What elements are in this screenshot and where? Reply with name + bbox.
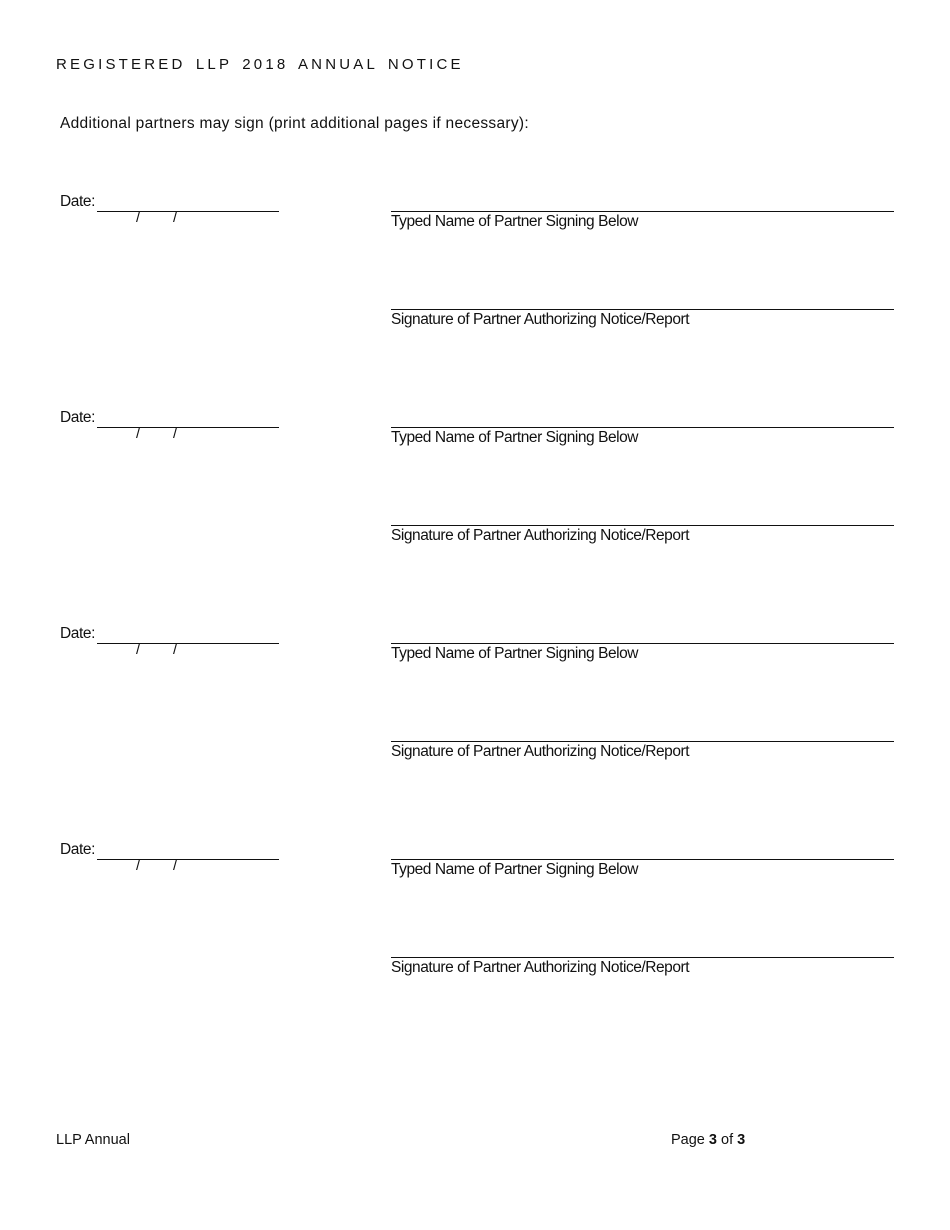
page-number xyxy=(671,1132,745,1148)
date-separator: / xyxy=(136,425,141,442)
page-of: of xyxy=(721,1132,734,1148)
typed-name-field[interactable] xyxy=(391,211,894,212)
date-field[interactable] xyxy=(97,857,279,874)
typed-name-field[interactable] xyxy=(391,859,894,860)
date-separator: / xyxy=(173,857,178,874)
date-field[interactable] xyxy=(97,641,279,658)
date-separator: / xyxy=(173,209,178,226)
date-label: Date: xyxy=(60,193,96,210)
typed-name-caption: Typed Name of Partner Signing Below xyxy=(391,861,639,878)
footer-form-name: LLP Annual xyxy=(56,1132,130,1148)
signature-block xyxy=(0,193,950,393)
date-separator: / xyxy=(136,641,141,658)
page-current: 3 xyxy=(708,1132,717,1148)
signature-block xyxy=(0,625,950,825)
intro-text: Additional partners may sign (print additional pages if necessary): xyxy=(60,115,529,132)
date-field[interactable] xyxy=(97,425,279,442)
date-separator: / xyxy=(136,857,141,874)
date-label: Date: xyxy=(60,841,96,858)
page-header-title: REGISTERED LLP 2018 ANNUAL NOTICE xyxy=(56,56,464,73)
date-label: Date: xyxy=(60,625,96,642)
typed-name-caption: Typed Name of Partner Signing Below xyxy=(391,429,639,446)
page-total: 3 xyxy=(737,1132,746,1148)
typed-name-caption: Typed Name of Partner Signing Below xyxy=(391,645,639,662)
signature-field[interactable] xyxy=(391,309,894,310)
date-separator: / xyxy=(136,209,141,226)
signature-field[interactable] xyxy=(391,741,894,742)
signature-caption: Signature of Partner Authorizing Notice/Report xyxy=(391,311,690,328)
page-prefix: Page xyxy=(671,1132,705,1148)
signature-block xyxy=(0,841,950,1041)
typed-name-field[interactable] xyxy=(391,643,894,644)
signature-caption: Signature of Partner Authorizing Notice/Report xyxy=(391,743,690,760)
date-separator: / xyxy=(173,425,178,442)
signature-field[interactable] xyxy=(391,957,894,958)
signature-field[interactable] xyxy=(391,525,894,526)
typed-name-caption: Typed Name of Partner Signing Below xyxy=(391,213,639,230)
date-field[interactable] xyxy=(97,209,279,226)
signature-block xyxy=(0,409,950,609)
date-separator: / xyxy=(173,641,178,658)
signature-caption: Signature of Partner Authorizing Notice/Report xyxy=(391,959,690,976)
signature-caption: Signature of Partner Authorizing Notice/Report xyxy=(391,527,690,544)
date-label: Date: xyxy=(60,409,96,426)
typed-name-field[interactable] xyxy=(391,427,894,428)
